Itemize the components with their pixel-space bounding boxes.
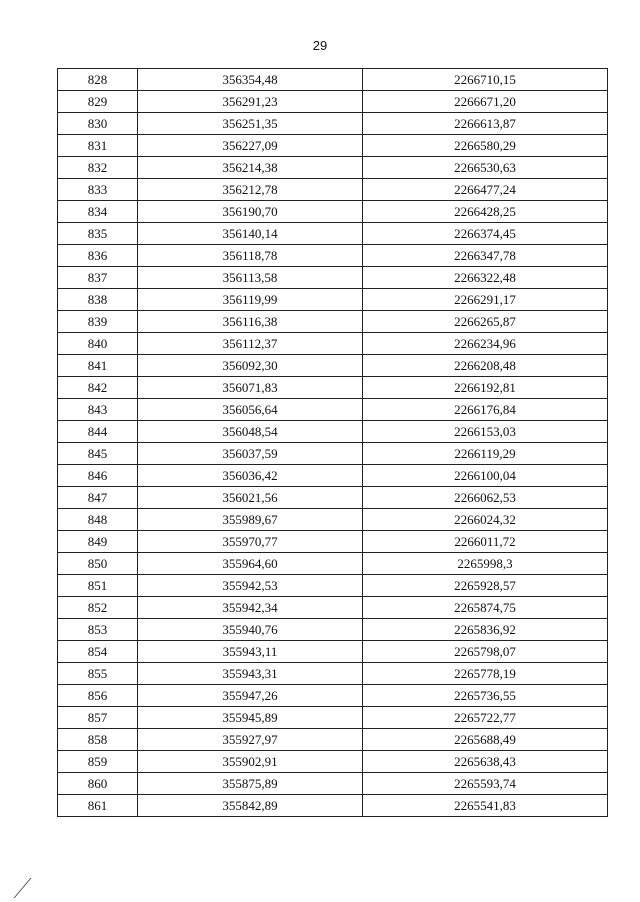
point-number-cell: 843	[58, 399, 138, 421]
point-number-cell: 854	[58, 641, 138, 663]
x-coordinate-cell: 355970,77	[138, 531, 363, 553]
y-coordinate-cell: 2266119,29	[363, 443, 608, 465]
table-row	[58, 245, 608, 267]
x-coordinate-cell: 356227,09	[138, 135, 363, 157]
table-row	[58, 751, 608, 773]
point-number-cell: 844	[58, 421, 138, 443]
point-number-cell: 851	[58, 575, 138, 597]
x-coordinate-cell: 355842,89	[138, 795, 363, 817]
table-row	[58, 487, 608, 509]
point-number-cell: 847	[58, 487, 138, 509]
x-coordinate-cell: 356092,30	[138, 355, 363, 377]
x-coordinate-cell: 355940,76	[138, 619, 363, 641]
point-number-cell: 859	[58, 751, 138, 773]
table-row	[58, 707, 608, 729]
y-coordinate-cell: 2265593,74	[363, 773, 608, 795]
x-coordinate-cell: 356112,37	[138, 333, 363, 355]
point-number-cell: 839	[58, 311, 138, 333]
point-number-cell: 848	[58, 509, 138, 531]
y-coordinate-cell: 2265722,77	[363, 707, 608, 729]
table-row	[58, 729, 608, 751]
x-coordinate-cell: 355942,53	[138, 575, 363, 597]
x-coordinate-cell: 356021,56	[138, 487, 363, 509]
table-row	[58, 113, 608, 135]
point-number-cell: 836	[58, 245, 138, 267]
table-row	[58, 223, 608, 245]
point-number-cell: 840	[58, 333, 138, 355]
y-coordinate-cell: 2266153,03	[363, 421, 608, 443]
point-number-cell: 860	[58, 773, 138, 795]
point-number-cell: 831	[58, 135, 138, 157]
y-coordinate-cell: 2266011,72	[363, 531, 608, 553]
x-coordinate-cell: 356251,35	[138, 113, 363, 135]
x-coordinate-cell: 356291,23	[138, 91, 363, 113]
y-coordinate-cell: 2266100,04	[363, 465, 608, 487]
x-coordinate-cell: 355927,97	[138, 729, 363, 751]
table-row	[58, 135, 608, 157]
table-row	[58, 311, 608, 333]
point-number-cell: 846	[58, 465, 138, 487]
y-coordinate-cell: 2266374,45	[363, 223, 608, 245]
point-number-cell: 858	[58, 729, 138, 751]
y-coordinate-cell: 2265778,19	[363, 663, 608, 685]
y-coordinate-cell: 2266291,17	[363, 289, 608, 311]
table-row	[58, 575, 608, 597]
coordinates-table	[57, 68, 608, 817]
table-row	[58, 685, 608, 707]
table-row	[58, 355, 608, 377]
y-coordinate-cell: 2266613,87	[363, 113, 608, 135]
point-number-cell: 852	[58, 597, 138, 619]
point-number-cell: 855	[58, 663, 138, 685]
y-coordinate-cell: 2265688,49	[363, 729, 608, 751]
point-number-cell: 828	[58, 69, 138, 91]
table-row	[58, 179, 608, 201]
x-coordinate-cell: 356036,42	[138, 465, 363, 487]
y-coordinate-cell: 2265541,83	[363, 795, 608, 817]
y-coordinate-cell: 2266671,20	[363, 91, 608, 113]
x-coordinate-cell: 356119,99	[138, 289, 363, 311]
x-coordinate-cell: 356116,38	[138, 311, 363, 333]
y-coordinate-cell: 2266062,53	[363, 487, 608, 509]
y-coordinate-cell: 2266265,87	[363, 311, 608, 333]
point-number-cell: 833	[58, 179, 138, 201]
point-number-cell: 837	[58, 267, 138, 289]
table-row	[58, 91, 608, 113]
table-row	[58, 465, 608, 487]
point-number-cell: 857	[58, 707, 138, 729]
table-row	[58, 509, 608, 531]
table-row	[58, 267, 608, 289]
x-coordinate-cell: 355964,60	[138, 553, 363, 575]
table-row	[58, 421, 608, 443]
x-coordinate-cell: 355943,11	[138, 641, 363, 663]
point-number-cell: 853	[58, 619, 138, 641]
x-coordinate-cell: 356212,78	[138, 179, 363, 201]
point-number-cell: 856	[58, 685, 138, 707]
y-coordinate-cell: 2266192,81	[363, 377, 608, 399]
table-row	[58, 157, 608, 179]
table-row	[58, 531, 608, 553]
x-coordinate-cell: 356056,64	[138, 399, 363, 421]
table-row	[58, 399, 608, 421]
x-coordinate-cell: 355989,67	[138, 509, 363, 531]
table-row	[58, 663, 608, 685]
y-coordinate-cell: 2265736,55	[363, 685, 608, 707]
point-number-cell: 850	[58, 553, 138, 575]
table-row	[58, 553, 608, 575]
coordinates-table-body	[58, 69, 608, 817]
point-number-cell: 841	[58, 355, 138, 377]
point-number-cell: 834	[58, 201, 138, 223]
x-coordinate-cell: 355875,89	[138, 773, 363, 795]
table-row	[58, 377, 608, 399]
y-coordinate-cell: 2266234,96	[363, 333, 608, 355]
x-coordinate-cell: 356048,54	[138, 421, 363, 443]
point-number-cell: 830	[58, 113, 138, 135]
x-coordinate-cell: 356071,83	[138, 377, 363, 399]
x-coordinate-cell: 356113,58	[138, 267, 363, 289]
table-row	[58, 773, 608, 795]
point-number-cell: 838	[58, 289, 138, 311]
y-coordinate-cell: 2266208,48	[363, 355, 608, 377]
table-row	[58, 69, 608, 91]
y-coordinate-cell: 2265998,3	[363, 553, 608, 575]
x-coordinate-cell: 356190,70	[138, 201, 363, 223]
y-coordinate-cell: 2266176,84	[363, 399, 608, 421]
point-number-cell: 829	[58, 91, 138, 113]
x-coordinate-cell: 356037,59	[138, 443, 363, 465]
scan-mark	[14, 878, 50, 898]
y-coordinate-cell: 2266710,15	[363, 69, 608, 91]
x-coordinate-cell: 356354,48	[138, 69, 363, 91]
table-row	[58, 795, 608, 817]
table-row	[58, 333, 608, 355]
table-row	[58, 201, 608, 223]
point-number-cell: 849	[58, 531, 138, 553]
x-coordinate-cell: 355942,34	[138, 597, 363, 619]
page-number: 29	[312, 38, 328, 53]
point-number-cell: 845	[58, 443, 138, 465]
x-coordinate-cell: 355943,31	[138, 663, 363, 685]
y-coordinate-cell: 2265874,75	[363, 597, 608, 619]
x-coordinate-cell: 356118,78	[138, 245, 363, 267]
y-coordinate-cell: 2265798,07	[363, 641, 608, 663]
x-coordinate-cell: 355947,26	[138, 685, 363, 707]
y-coordinate-cell: 2265928,57	[363, 575, 608, 597]
point-number-cell: 842	[58, 377, 138, 399]
point-number-cell: 832	[58, 157, 138, 179]
y-coordinate-cell: 2266024,32	[363, 509, 608, 531]
point-number-cell: 861	[58, 795, 138, 817]
y-coordinate-cell: 2265836,92	[363, 619, 608, 641]
y-coordinate-cell: 2266428,25	[363, 201, 608, 223]
y-coordinate-cell: 2266530,63	[363, 157, 608, 179]
y-coordinate-cell: 2266580,29	[363, 135, 608, 157]
table-row	[58, 619, 608, 641]
table-row	[58, 641, 608, 663]
y-coordinate-cell: 2266347,78	[363, 245, 608, 267]
x-coordinate-cell: 356140,14	[138, 223, 363, 245]
y-coordinate-cell: 2266477,24	[363, 179, 608, 201]
x-coordinate-cell: 355902,91	[138, 751, 363, 773]
table-row	[58, 597, 608, 619]
y-coordinate-cell: 2265638,43	[363, 751, 608, 773]
table-row	[58, 289, 608, 311]
table-row	[58, 443, 608, 465]
x-coordinate-cell: 355945,89	[138, 707, 363, 729]
point-number-cell: 835	[58, 223, 138, 245]
x-coordinate-cell: 356214,38	[138, 157, 363, 179]
y-coordinate-cell: 2266322,48	[363, 267, 608, 289]
